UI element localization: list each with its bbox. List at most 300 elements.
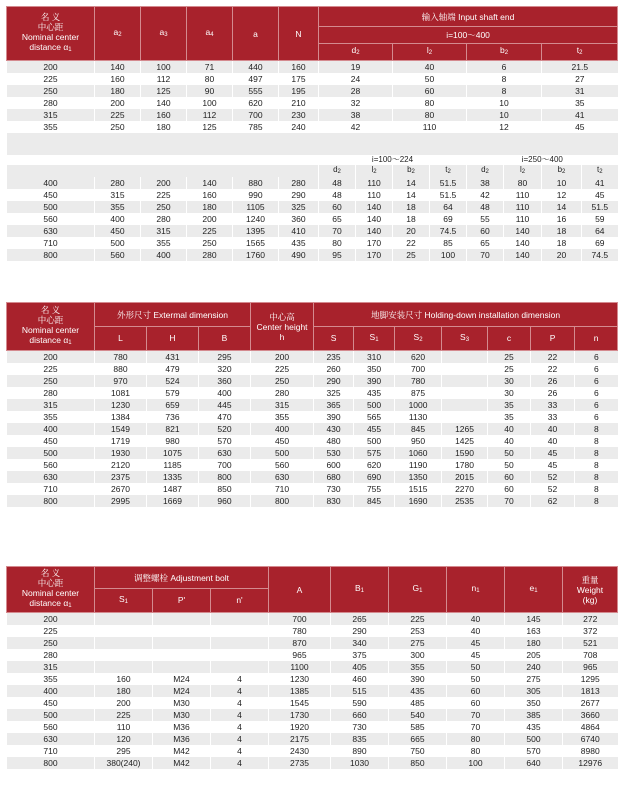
table-cell: 45 [531, 459, 575, 471]
nominal-center-header: 名 义 中心距 Nominal center distance $\alpha_1$ [7, 303, 95, 351]
adjustment-bolt-header: 调整螺栓 Adjustment bolt [95, 567, 269, 589]
table-cell: 60 [467, 225, 504, 237]
table-cell: 1719 [95, 435, 147, 447]
table-cell: 570 [199, 435, 251, 447]
table-cell: 500 [95, 237, 141, 249]
table-cell: 365 [314, 399, 354, 411]
table-cell: 280 [187, 249, 233, 261]
table-cell: 45 [531, 447, 575, 459]
g1-header: $G_1$ [389, 567, 447, 613]
table-cell: 50 [488, 447, 531, 459]
table-cell: 31 [542, 85, 618, 97]
table-cell: 140 [141, 97, 187, 109]
table-cell: 355 [251, 411, 314, 423]
a-header: A [269, 567, 331, 613]
table-cell: 965 [269, 649, 331, 661]
table-cell: 435 [389, 685, 447, 697]
table-cell: 200 [7, 613, 95, 626]
table-cell: 450 [7, 697, 95, 709]
table-cell: 1240 [233, 213, 279, 225]
table-cell: 450 [251, 435, 314, 447]
table-cell: 38 [319, 109, 393, 121]
table-cell: 100 [141, 61, 187, 74]
table-cell: 440 [233, 61, 279, 74]
table-cell: 70 [467, 249, 504, 261]
table-cell: 2175 [269, 733, 331, 745]
table-cell: 225 [187, 225, 233, 237]
table-cell: 74.5 [430, 225, 467, 237]
table-cell: 1515 [395, 483, 442, 495]
table-cell: 1545 [269, 697, 331, 709]
table-cell: 560 [95, 249, 141, 261]
table-cell: 10 [542, 177, 582, 189]
table-cell: 140 [504, 249, 542, 261]
table-cell: 400 [95, 213, 141, 225]
table-cell: 45 [542, 121, 618, 133]
table-cell: 965 [563, 661, 618, 673]
table-cell: 4 [211, 721, 269, 733]
table-cell: 60 [447, 685, 505, 697]
table-cell: 6 [575, 363, 618, 375]
table-cell [442, 351, 488, 364]
table-cell: 80 [447, 733, 505, 745]
table-cell: 780 [95, 351, 147, 364]
table-cell: 69 [582, 237, 618, 249]
table-cell: 140 [95, 61, 141, 74]
table-cell: 175 [279, 73, 319, 85]
table-cell: 620 [233, 97, 279, 109]
table-cell: 12976 [563, 757, 618, 769]
table-cell: 250 [187, 237, 233, 249]
table-cell: 385 [505, 709, 563, 721]
table-cell: 835 [331, 733, 389, 745]
table-cell: 110 [356, 189, 393, 201]
d2-header: $d_2$ [319, 44, 393, 61]
table-cell: 52 [531, 471, 575, 483]
table-cell: M30 [153, 709, 211, 721]
table-cell: 1487 [147, 483, 199, 495]
table-spacer [7, 133, 618, 155]
table-cell: 315 [95, 189, 141, 201]
table-cell: 800 [7, 249, 95, 261]
table-cell: 4 [211, 685, 269, 697]
table-cell: 280 [95, 177, 141, 189]
l-header: L [95, 327, 147, 351]
table-cell: 8 [575, 495, 618, 507]
table-cell: 110 [356, 177, 393, 189]
table-cell: 70 [488, 495, 531, 507]
table-cell: 60 [447, 697, 505, 709]
table-cell: 2270 [442, 483, 488, 495]
table-cell: 4 [211, 697, 269, 709]
table-cell: 700 [395, 363, 442, 375]
table-cell: 355 [7, 121, 95, 133]
table-cell: 400 [7, 685, 95, 697]
table-cell: 455 [354, 423, 395, 435]
n-header: N [279, 7, 319, 61]
table-cell: 100 [430, 249, 467, 261]
table-cell: 170 [356, 249, 393, 261]
table-cell: 52 [531, 483, 575, 495]
table-cell: 710 [7, 745, 95, 757]
table-cell: 8 [467, 85, 542, 97]
table-cell: 51.5 [430, 189, 467, 201]
p1-header: P' [153, 589, 211, 613]
table-cell: 33 [531, 399, 575, 411]
table-cell: 230 [279, 109, 319, 121]
table-row [7, 363, 618, 375]
table-cell [95, 649, 153, 661]
table-cell: 48 [319, 189, 356, 201]
table-cell: 140 [187, 177, 233, 189]
table-cell: 6 [575, 411, 618, 423]
table-cell: 250 [95, 121, 141, 133]
table-cell: 74.5 [582, 249, 618, 261]
table-cell: 30 [488, 387, 531, 399]
table-cell: 665 [389, 733, 447, 745]
nominal-center-header: 名 义 中心距 Nominal center distance $\alpha_1$ [7, 7, 95, 61]
table-cell: 310 [354, 351, 395, 364]
table-cell: 280 [141, 213, 187, 225]
table-cell: 65 [319, 213, 356, 225]
table-row [7, 447, 618, 459]
table-row [7, 423, 618, 435]
n1-header: $n_1$ [447, 567, 505, 613]
table-cell [95, 613, 153, 626]
table-cell: 435 [354, 387, 395, 399]
table-cell: 40 [488, 435, 531, 447]
table-cell: 730 [331, 721, 389, 733]
table-cell: 575 [354, 447, 395, 459]
table-cell: 18 [542, 237, 582, 249]
table-cell: 295 [199, 351, 251, 364]
table-row [7, 649, 618, 661]
table-cell: 112 [141, 73, 187, 85]
table-cell: M24 [153, 685, 211, 697]
t2-header: $t_2$ [542, 44, 618, 61]
table-cell: 1100 [269, 661, 331, 673]
table-cell: 18 [393, 213, 430, 225]
table-cell: 1760 [233, 249, 279, 261]
table-cell: 1230 [269, 673, 331, 685]
table-cell: 1130 [395, 411, 442, 423]
table-cell: 16 [542, 213, 582, 225]
table-cell: 1075 [147, 447, 199, 459]
table-cell: 800 [199, 471, 251, 483]
table-cell: 4 [211, 745, 269, 757]
table-cell: 445 [199, 399, 251, 411]
table-cell: 1350 [395, 471, 442, 483]
table-cell: M42 [153, 757, 211, 769]
table-cell: 22 [531, 351, 575, 364]
external-dimension-header: 外形尺寸 Extermal dimension [95, 303, 251, 327]
table-cell: 1930 [95, 447, 147, 459]
table-cell: 20 [542, 249, 582, 261]
t2-sub: $t_2$ [582, 165, 618, 177]
table-cell: 71 [187, 61, 233, 74]
table-row [7, 483, 618, 495]
table-cell: 400 [251, 423, 314, 435]
table-cell [442, 375, 488, 387]
table-cell: 800 [7, 757, 95, 769]
table-row [7, 625, 618, 637]
table-cell: 290 [314, 375, 354, 387]
table-cell: 80 [393, 109, 467, 121]
table-cell: 110 [504, 213, 542, 225]
table-cell: 600 [314, 459, 354, 471]
table-row [7, 411, 618, 423]
table-row [7, 351, 618, 364]
table-cell: 640 [505, 757, 563, 769]
table-cell: 400 [199, 387, 251, 399]
table-cell: 700 [269, 613, 331, 626]
table-cell: 240 [279, 121, 319, 133]
table-cell: 630 [7, 733, 95, 745]
table-cell: 26 [531, 375, 575, 387]
nominal-center-header: 名 义 中心距 Nominal center distance $\alpha_1$ [7, 567, 95, 613]
table-cell: 660 [331, 709, 389, 721]
table-row [7, 721, 618, 733]
l2-sub: $l_2$ [356, 165, 393, 177]
table-cell: 2535 [442, 495, 488, 507]
table-cell: 120 [95, 733, 153, 745]
a2-header: $a_2$ [95, 7, 141, 61]
table-cell [153, 661, 211, 673]
table-cell: 240 [505, 661, 563, 673]
table-cell: 540 [389, 709, 447, 721]
table-cell: 50 [488, 459, 531, 471]
table-cell: 1335 [147, 471, 199, 483]
table-cell: 21.5 [542, 61, 618, 74]
table-cell: 140 [504, 237, 542, 249]
table-cell: 515 [331, 685, 389, 697]
table-cell: 435 [279, 237, 319, 249]
n-header: n [575, 327, 618, 351]
table-cell: 1590 [442, 447, 488, 459]
table-cell: 479 [147, 363, 199, 375]
table-cell: 800 [7, 495, 95, 507]
table-cell: 69 [430, 213, 467, 225]
b2-sub: $b_2$ [393, 165, 430, 177]
table-cell: 390 [354, 375, 395, 387]
table-cell: 10 [467, 97, 542, 109]
table-cell: 8 [575, 447, 618, 459]
table-cell: 19 [319, 61, 393, 74]
table-cell: 450 [7, 435, 95, 447]
table-cell: 80 [393, 97, 467, 109]
table-cell: 48 [467, 201, 504, 213]
table-row [7, 471, 618, 483]
table-cell: 560 [7, 721, 95, 733]
table-cell: 1690 [395, 495, 442, 507]
table-cell: 990 [233, 189, 279, 201]
table-cell: 112 [187, 109, 233, 121]
table-cell: 350 [505, 697, 563, 709]
a3-header: $a_3$ [141, 7, 187, 61]
table-cell: 500 [354, 399, 395, 411]
table-cell: 225 [95, 709, 153, 721]
table-cell: 2015 [442, 471, 488, 483]
table-cell: 59 [582, 213, 618, 225]
table-cell: 70 [447, 721, 505, 733]
table-cell: 163 [505, 625, 563, 637]
table-cell: 1030 [331, 757, 389, 769]
table-cell: 970 [95, 375, 147, 387]
table-cell: 18 [542, 225, 582, 237]
table-cell: 25 [488, 351, 531, 364]
a4-header: $a_4$ [187, 7, 233, 61]
external-dimension-table [6, 302, 618, 507]
table-cell: 140 [504, 225, 542, 237]
table-cell: 1549 [95, 423, 147, 435]
table-cell: 200 [187, 213, 233, 225]
table-cell: 280 [7, 649, 95, 661]
table-row [7, 225, 618, 237]
table-cell: 275 [389, 637, 447, 649]
table-cell: 400 [7, 423, 95, 435]
table-cell: 630 [7, 225, 95, 237]
table-cell: 800 [251, 495, 314, 507]
table-cell: 40 [393, 61, 467, 74]
table-cell: 325 [279, 201, 319, 213]
table-cell: 60 [393, 85, 467, 97]
table-cell: 260 [314, 363, 354, 375]
s1-header: $S_1$ [354, 327, 395, 351]
table-cell: 200 [251, 351, 314, 364]
table-cell: 160 [141, 109, 187, 121]
table-cell: 51.5 [430, 177, 467, 189]
table-cell: 40 [531, 423, 575, 435]
table-cell: 225 [251, 363, 314, 375]
table-cell: 630 [199, 447, 251, 459]
table-cell: 60 [488, 471, 531, 483]
table-cell: 431 [147, 351, 199, 364]
table-cell: 170 [356, 237, 393, 249]
table-cell: 250 [141, 201, 187, 213]
table-cell: 80 [504, 177, 542, 189]
table-cell: 355 [95, 201, 141, 213]
table-cell: 755 [354, 483, 395, 495]
table-row [7, 121, 618, 133]
table-cell: 1230 [95, 399, 147, 411]
table-cell: 315 [251, 399, 314, 411]
table-cell: 140 [356, 201, 393, 213]
table-cell: 200 [95, 697, 153, 709]
table-cell: 3660 [563, 709, 618, 721]
table-cell: 2677 [563, 697, 618, 709]
t2-sub: $t_2$ [430, 165, 467, 177]
table-cell: 180 [187, 201, 233, 213]
table-cell: 41 [542, 109, 618, 121]
table-cell: 485 [389, 697, 447, 709]
table-row [7, 435, 618, 447]
table-cell: 390 [314, 411, 354, 423]
table-row [7, 97, 618, 109]
table-cell: M36 [153, 721, 211, 733]
l2-sub: $l_2$ [504, 165, 542, 177]
table-row [7, 109, 618, 121]
table-cell [95, 625, 153, 637]
table-cell: 480 [314, 435, 354, 447]
table-cell: 500 [505, 733, 563, 745]
d2-sub: $d_2$ [319, 165, 356, 177]
table-cell: 200 [7, 61, 95, 74]
table-cell: 160 [187, 189, 233, 201]
table-cell: 265 [331, 613, 389, 626]
h-header: H [147, 327, 199, 351]
table-cell: 95 [319, 249, 356, 261]
table-cell: 2375 [95, 471, 147, 483]
table-cell: 500 [7, 447, 95, 459]
table-cell: 64 [430, 201, 467, 213]
table-cell: 950 [395, 435, 442, 447]
adjustment-bolt-table [6, 566, 618, 769]
table-cell: 290 [331, 625, 389, 637]
table-cell: 730 [314, 483, 354, 495]
table-cell: 14 [393, 189, 430, 201]
table-cell: 435 [505, 721, 563, 733]
table-cell: 870 [269, 637, 331, 649]
ratio-low-label: i=100～224 [319, 155, 467, 165]
table-cell: 125 [141, 85, 187, 97]
table-cell: 100 [447, 757, 505, 769]
table-cell: 110 [95, 721, 153, 733]
table-cell: 355 [389, 661, 447, 673]
table-cell: 355 [141, 237, 187, 249]
table-cell: 390 [389, 673, 447, 685]
table-cell: 253 [389, 625, 447, 637]
table-cell: 225 [7, 73, 95, 85]
table-cell: 585 [389, 721, 447, 733]
ratio-high-label: i=250～400 [467, 155, 618, 165]
table-cell [153, 625, 211, 637]
table-cell [95, 637, 153, 649]
table-cell: 1000 [395, 399, 442, 411]
table-cell: 470 [199, 411, 251, 423]
table-cell: 180 [141, 121, 187, 133]
table-cell: 690 [354, 471, 395, 483]
table-row [7, 697, 618, 709]
table-cell: 560 [7, 213, 95, 225]
table-cell: 500 [354, 435, 395, 447]
table-cell: 850 [199, 483, 251, 495]
table-cell: 280 [251, 387, 314, 399]
table-cell [153, 649, 211, 661]
table-cell: 272 [563, 613, 618, 626]
table-cell: 225 [7, 625, 95, 637]
table-cell: 250 [7, 637, 95, 649]
p-header: P [531, 327, 575, 351]
table-cell: 50 [393, 73, 467, 85]
table-cell: 22 [531, 363, 575, 375]
table-cell: 2120 [95, 459, 147, 471]
table-cell: 1920 [269, 721, 331, 733]
table-cell [211, 613, 269, 626]
table-cell: 200 [7, 351, 95, 364]
table-cell: 14 [542, 201, 582, 213]
table-row [7, 201, 618, 213]
table-cell: 430 [314, 423, 354, 435]
table-row [7, 637, 618, 649]
table-cell: 1425 [442, 435, 488, 447]
table-cell: 372 [563, 625, 618, 637]
a-header: a [233, 7, 279, 61]
table-cell: 375 [331, 649, 389, 661]
table-cell: 14 [393, 177, 430, 189]
table-row [7, 237, 618, 249]
s2-header: $S_2$ [395, 327, 442, 351]
table-cell: M42 [153, 745, 211, 757]
